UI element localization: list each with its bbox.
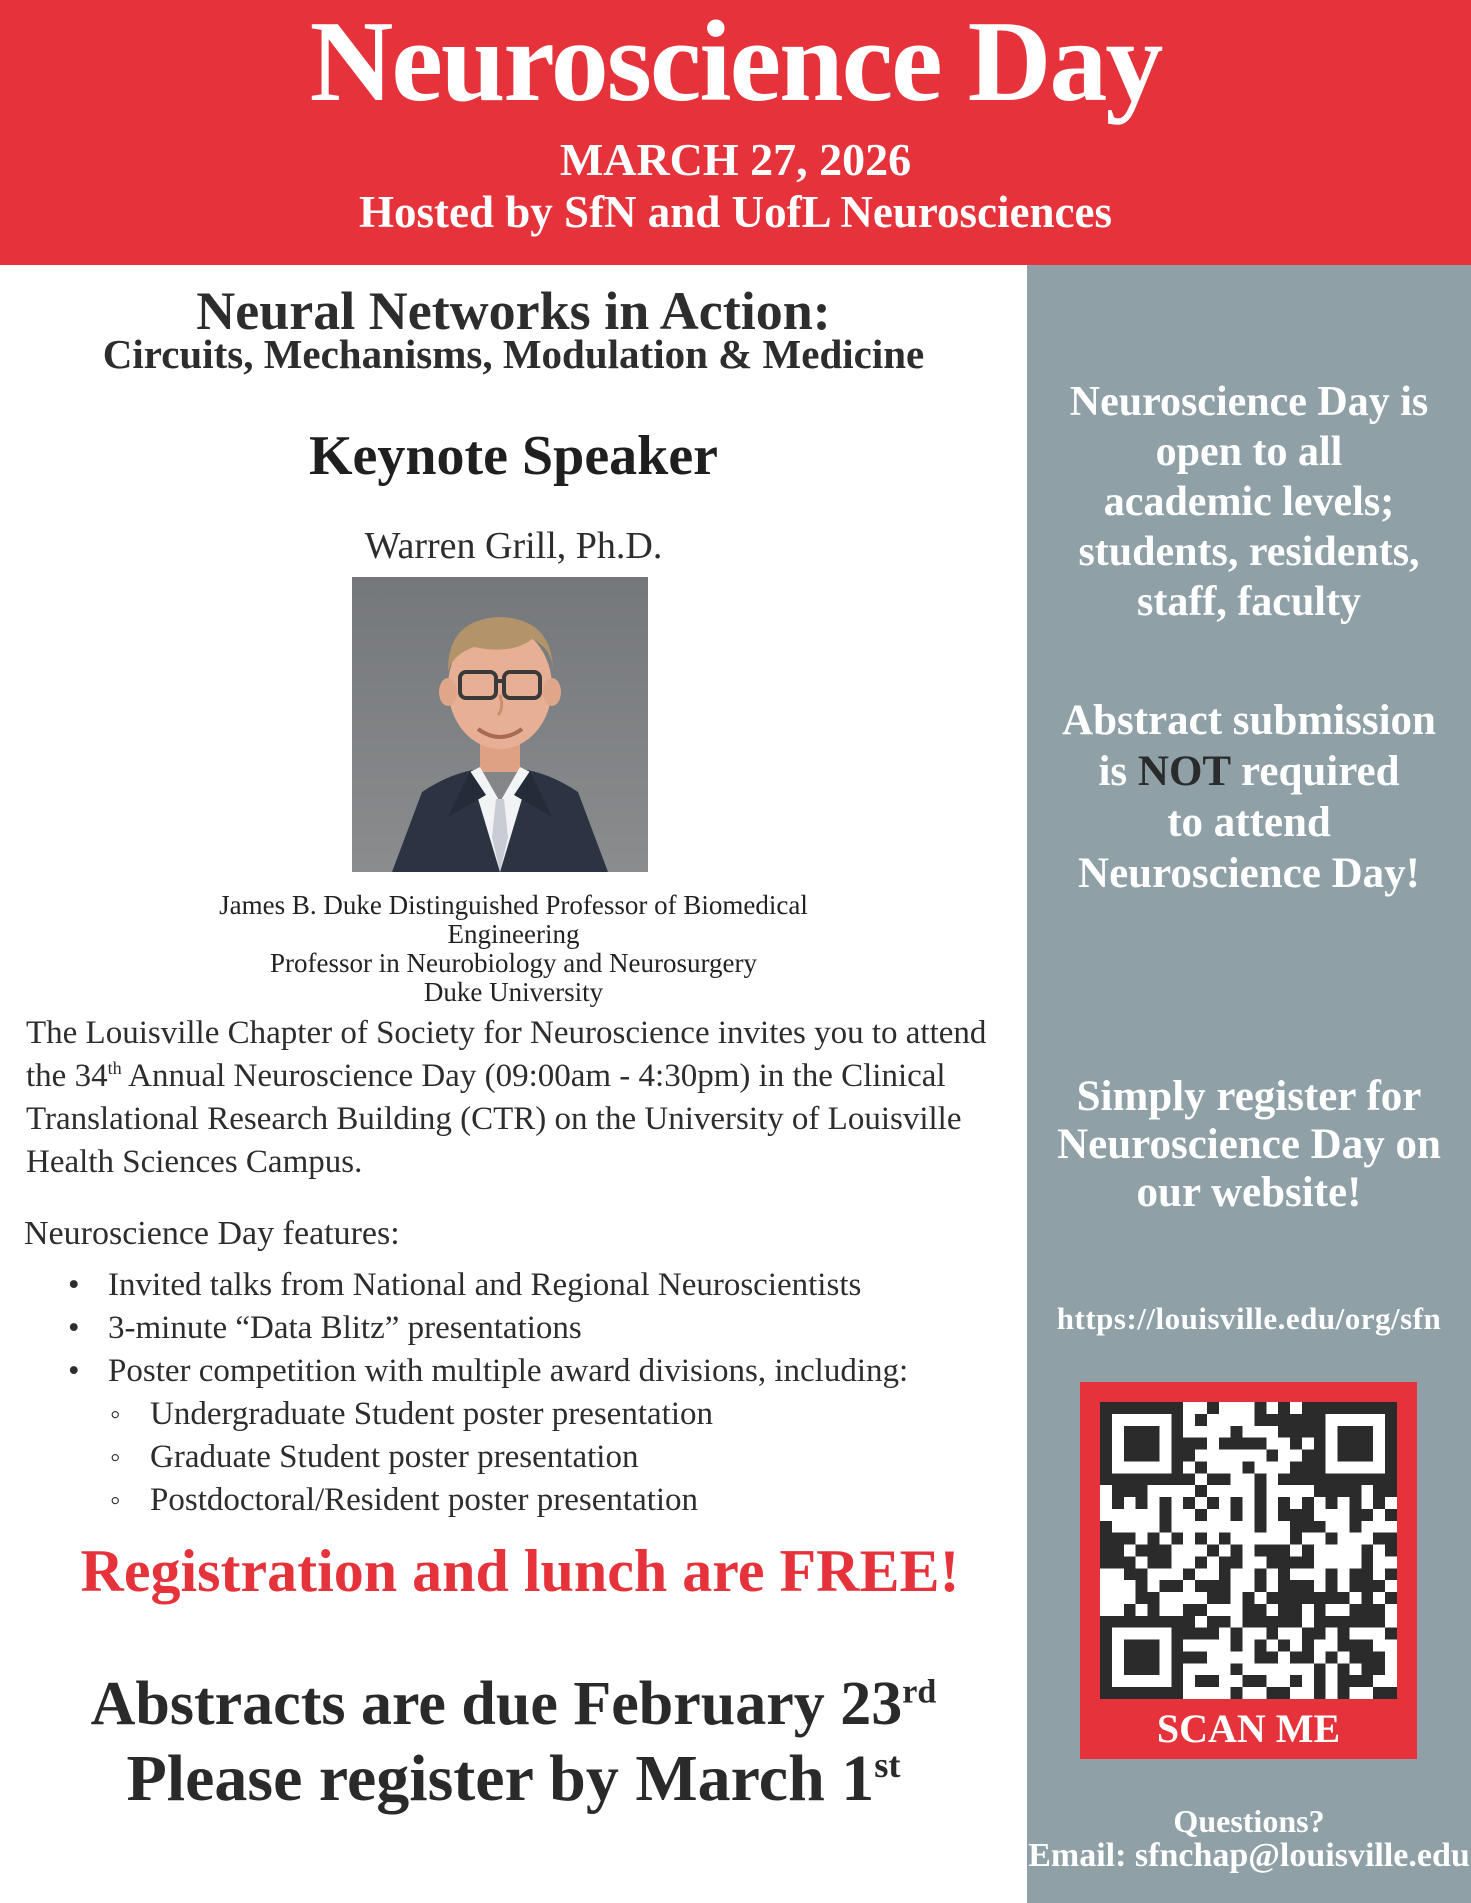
note-line: our website! <box>1136 1169 1362 1216</box>
list-item: ◦ Undergraduate Student poster presentation <box>0 1393 1010 1436</box>
speaker-title-line: Duke University <box>423 977 604 1007</box>
note-line: students, residents, <box>1078 529 1420 575</box>
list-item: • Invited talks from National and Regional Neuroscientists <box>0 1264 1010 1307</box>
questions-label: Questions? <box>1173 1803 1325 1839</box>
abstracts-deadline <box>0 1671 1027 1737</box>
open-to-all-note <box>1027 377 1471 627</box>
qr-code <box>1100 1402 1397 1699</box>
speaker-portrait-illustration <box>352 577 648 872</box>
register-deadline-text: Please register by March 1 <box>126 1742 875 1815</box>
abstract-not-required-note <box>1027 695 1471 899</box>
features-list <box>0 1264 1010 1522</box>
list-item: • 3-minute “Data Blitz” presentations <box>0 1307 1010 1350</box>
note-line: Neuroscience Day on <box>1057 1121 1441 1168</box>
ordinal-superscript: st <box>874 1745 901 1785</box>
keynote-heading: Keynote Speaker <box>308 425 719 487</box>
note-text: is <box>1098 748 1138 795</box>
qr-code-frame <box>1080 1382 1417 1759</box>
header-banner <box>0 0 1471 265</box>
speaker-title-line: James B. Duke Distinguished Professor of Biomedical <box>219 890 808 920</box>
speaker-title-line: Professor in Neurobiology and Neurosurgery <box>270 948 757 978</box>
speaker-titles <box>0 891 1027 1007</box>
note-line: academic levels; <box>1103 479 1395 525</box>
ordinal-superscript: rd <box>902 1673 937 1711</box>
session-title: Neural Networks in Action: <box>196 281 831 341</box>
note-line: Neuroscience Day is <box>1069 379 1429 425</box>
free-registration-banner: Registration and lunch are FREE! <box>80 1538 960 1604</box>
speaker-photo <box>352 577 648 872</box>
note-line <box>1027 746 1471 797</box>
speaker-name: Warren Grill, Ph.D. <box>364 525 663 567</box>
website-url: https://louisville.edu/org/sfn <box>1056 1301 1442 1336</box>
invitation-text: Annual Neuroscience Day (09:00am - 4:30pm) in the Clinical Translational Research Building (CTR) on the University of Louisville Health Sciences Campus. <box>26 1058 962 1180</box>
note-text: required <box>1230 748 1400 795</box>
list-item: • Poster competition with multiple award divisions, including: <box>0 1350 1010 1393</box>
main-content <box>0 265 1027 1903</box>
event-host: Hosted by SfN and UofL Neurosciences <box>359 187 1112 237</box>
invitation-paragraph <box>26 1012 1026 1184</box>
register-deadline <box>0 1744 1027 1814</box>
invitation-text: The Louisville Chapter of Society for Neuroscience invites you to attend the 34 <box>26 1015 987 1094</box>
list-item: ◦ Graduate Student poster presentation <box>0 1436 1010 1479</box>
not-emphasis: NOT <box>1137 748 1231 795</box>
scan-me-label: SCAN ME <box>1156 1706 1341 1751</box>
simply-register-note <box>1027 1073 1471 1217</box>
speaker-title-line: Engineering <box>447 919 580 949</box>
page-title: Neuroscience Day <box>309 0 1162 126</box>
note-line: open to all <box>1155 429 1343 475</box>
note-line: Simply register for <box>1076 1073 1422 1120</box>
note-line: staff, faculty <box>1137 579 1361 625</box>
note-line: to attend <box>1167 799 1331 846</box>
contact-email: Email: sfnchap@louisville.edu <box>1028 1837 1470 1874</box>
features-heading: Neuroscience Day features: <box>24 1215 400 1252</box>
event-date: MARCH 27, 2026 <box>559 134 912 185</box>
sidebar <box>1027 265 1471 1903</box>
session-subtitle: Circuits, Mechanisms, Modulation & Medicine <box>102 331 925 377</box>
note-line: Abstract submission <box>1062 697 1436 744</box>
list-item: ◦ Postdoctoral/Resident poster presentation <box>0 1479 1010 1522</box>
note-line: Neuroscience Day! <box>1078 850 1420 897</box>
abstracts-deadline-text: Abstracts are due February 23 <box>90 1670 903 1738</box>
ordinal-superscript: th <box>107 1058 122 1078</box>
